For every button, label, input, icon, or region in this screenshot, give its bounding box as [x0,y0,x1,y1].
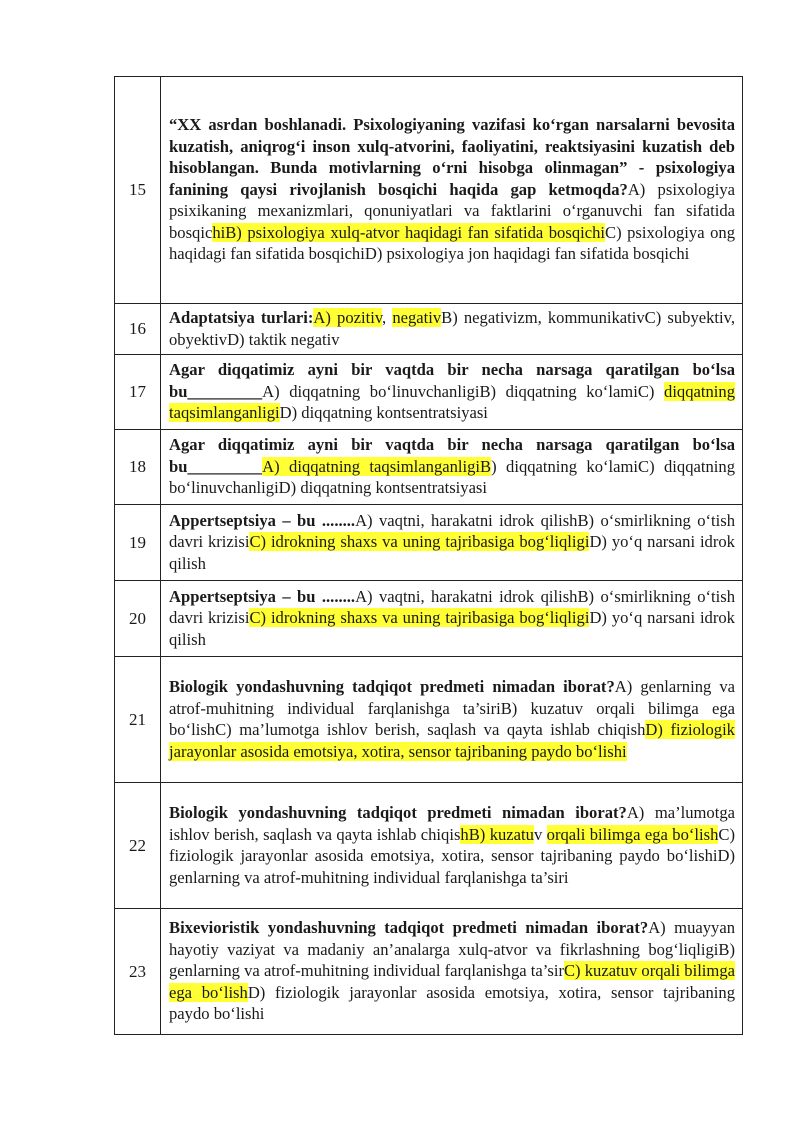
highlighted-answer: hB) kuzatu [460,824,534,844]
question-text [161,505,743,581]
question-prompt: Adaptatsiya turlari: [169,308,314,327]
answer-text: A) diqqatning bo‘linuvchanligiB) diqqatning ko‘lamiC) [262,381,665,401]
answer-text: D) diqqatning kontsentratsiyasi [279,403,488,423]
question-row [115,505,743,581]
question-text [161,77,743,304]
answer-text: ) diqqatning ko‘lamiC) diqqatning bo‘linuvchanligiD) diqqatning kontsentratsiyasi [169,456,735,498]
question-prompt: Biologik yondashuvning tadqiqot predmeti nimadan iborat? [169,677,615,696]
highlighted-answer: A) diqqatning taqsimlanganligiB [262,456,492,476]
answer-text: v [533,824,547,844]
question-text [161,355,743,430]
question-prompt: Biologik yondashuvning tadqiqot predmeti nimadan iborat? [169,803,627,822]
question-prompt: Agar diqqatimiz ayni bir vaqtda bir necha narsaga qaratilgan bo‘lsa bu_________ [169,435,735,476]
answer-text: D) fiziologik jarayonlar asosida emotsiya, xotira, sensor tajribaning paydo bo‘lishi [169,982,736,1024]
question-row [115,783,743,909]
highlighted-answer: D) fiziologik jarayonlar asosida emotsiya, xotira, sensor tajribaning paydo bo‘lishi [169,720,735,761]
answer-text: A) muayyan hayotiy vaziyat va madaniy an’analarga xulq-atvor va fikrlashning bog‘liqligiB) genlarning va atrof-muhitning individual farqlanishga ta’sir [169,918,736,981]
question-row [115,304,743,355]
question-prompt: Appertseptsiya – bu ........ [169,510,356,530]
answer-text: A) psixologiya psixikaning mexanizmlari, qonuniyatlari va faktlarini o‘rganuvchi fan sifatida bosqic [169,179,735,242]
highlighted-answer: C) idrokning shaxs va uning tajribasiga bog‘liqligi [249,532,590,552]
answer-text: A) genlarning va atrof-muhitning individual farqlanishga ta’siriB) kuzatuv orqali bilimga ega bo‘lishC) ma’lumotga ishlov berish, saqlash va qayta ishlab chiqish [169,677,736,739]
highlighted-answer: A) pozitiv [313,308,383,327]
highlighted-answer: C) kuzatuv orqali bilimga ega bo‘lish [169,961,735,1002]
question-number: 19 [115,505,161,581]
question-row [115,909,743,1035]
question-number: 23 [115,909,161,1035]
question-prompt: Bixevioristik yondashuvning tadqiqot predmeti nimadan iborat? [169,918,649,938]
question-row [115,355,743,430]
answer-text: C) psixologiya ong haqidagi fan sifatida bosqichiD) psixologiya jon haqidagi fan sifatida bosqichi [169,222,735,264]
highlighted-answer: diqqatning taqsimlanganligi [169,381,735,423]
question-number: 16 [115,304,161,355]
question-text [161,783,743,909]
highlighted-answer: C) idrokning shaxs va uning tajribasiga bog‘liqligi [249,608,590,628]
question-text [161,657,743,783]
question-row [115,657,743,783]
answer-text: C) fiziologik jarayonlar asosida emotsiya, xotira, sensor tajribaning paydo bo‘lishiD) genlarning va atrof-muhitning individual farqlanishga ta’siri [169,824,735,887]
question-number: 15 [115,77,161,304]
answer-text: A) vaqtni, harakatni idrok qilishB) o‘smirlikning o‘tish davri krizisi [169,586,735,628]
question-number: 18 [115,430,161,505]
answer-text: D) yo‘q narsani idrok qilish [169,608,735,649]
question-text [161,304,743,355]
question-prompt: “XX asrdan boshlanadi. Psixologiyaning vazifasi ko‘rgan narsalarni bevosita kuzatish, aniqrog‘i inson xulq-atvorini, faoliyatini, reaktsiyasini kuzatish deb hisoblangan. Bunda motivlarning o‘rni hisobga olinmagan” - psixologiya fanining qaysi rivojlanish bosqichi haqida gap ketmoqda? [169,115,735,199]
question-text [161,581,743,657]
question-text [161,909,743,1035]
question-number: 21 [115,657,161,783]
highlighted-answer: orqali bilimga ega bo‘lish [546,824,719,844]
question-row [115,581,743,657]
question-number: 17 [115,355,161,430]
answer-text: A) vaqtni, harakatni idrok qilishB) o‘smirlikning o‘tish davri krizisi [169,510,735,552]
question-text [161,430,743,505]
question-prompt: Appertseptsiya – bu ........ [169,586,356,606]
answer-text: B) negativizm, kommunikativC) subyektiv, obyektivD) taktik negativ [169,308,735,349]
question-number: 20 [115,581,161,657]
highlighted-answer: negativ [392,308,442,327]
answer-text: D) yo‘q narsani idrok qilish [169,532,735,573]
question-number: 22 [115,783,161,909]
question-prompt: Agar diqqatimiz ayni bir vaqtda bir necha narsaga qaratilgan bo‘lsa bu_________ [169,360,735,401]
questions-table [114,76,743,1035]
question-row [115,430,743,505]
question-row [115,77,743,304]
answer-text: A) ma’lumotga ishlov berish, saqlash va qayta ishlab chiqis [169,803,735,844]
highlighted-answer: hiB) psixologiya xulq-atvor haqidagi fan sifatida bosqichi [212,222,605,242]
answer-text: , [382,308,393,327]
